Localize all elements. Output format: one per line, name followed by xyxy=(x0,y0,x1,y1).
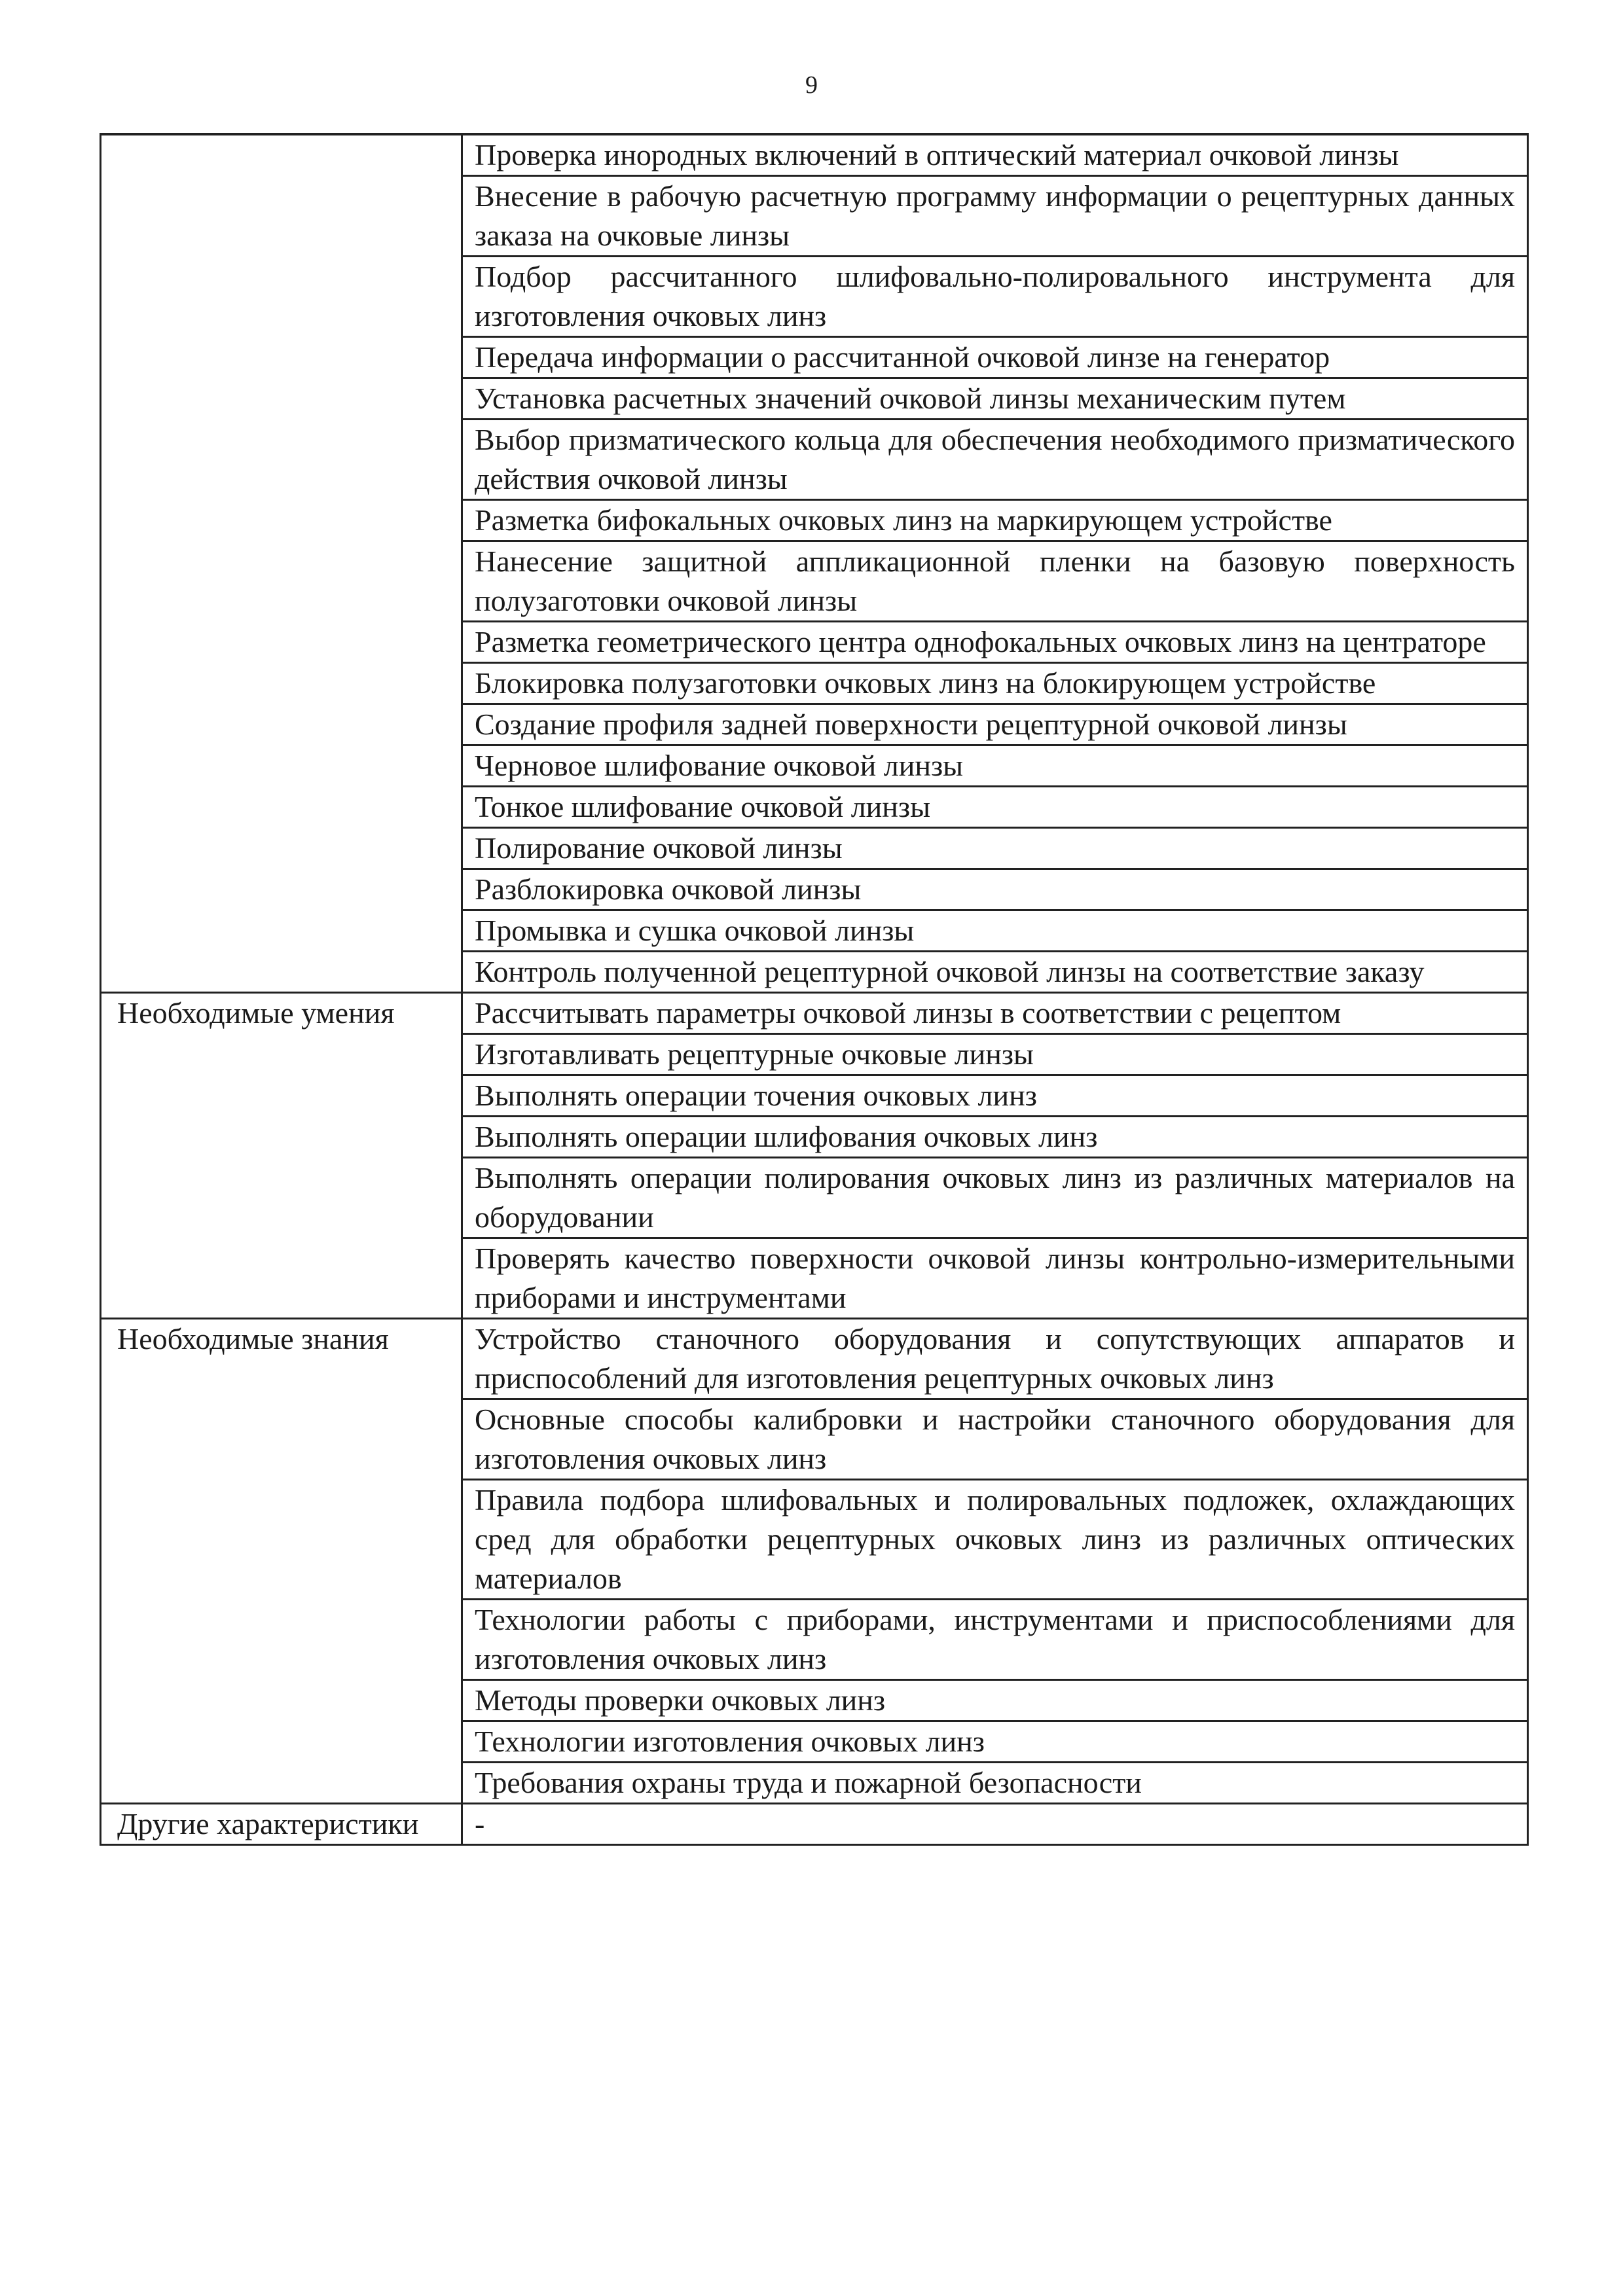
section-label: Другие характеристики xyxy=(117,1807,419,1840)
item-cell: Устройство станочного оборудования и сопутствующих аппаратов и приспособлений для изготовления рецептурных очковых линз xyxy=(462,1319,1528,1399)
item-cell: Внесение в рабочую расчетную программу информации о рецептурных данных заказа на очковые линзы xyxy=(462,176,1528,257)
item-cell: Выбор призматического кольца для обеспечения необходимого призматического действия очковой линзы xyxy=(462,420,1528,500)
item-cell: Промывка и сушка очковой линзы xyxy=(462,910,1528,952)
table-row xyxy=(101,1319,1528,1399)
item-cell: Технологии работы с приборами, инструментами и приспособлениями для изготовления очковых линз xyxy=(462,1600,1528,1680)
section-label-cell xyxy=(101,134,462,993)
item-cell: Основные способы калибровки и настройки станочного оборудования для изготовления очковых линз xyxy=(462,1399,1528,1480)
item-cell: Проверять качество поверхности очковой линзы контрольно-измерительными приборами и инструментами xyxy=(462,1238,1528,1319)
item-cell: Полирование очковой линзы xyxy=(462,828,1528,869)
item-cell: Выполнять операции шлифования очковых линз xyxy=(462,1117,1528,1158)
section-label-cell xyxy=(101,1804,462,1845)
item-cell: Нанесение защитной аппликационной пленки на базовую поверхность полузаготовки очковой линзы xyxy=(462,541,1528,622)
item-cell: Подбор рассчитанного шлифовально-полировального инструмента для изготовления очковых линз xyxy=(462,257,1528,337)
item-cell: Черновое шлифование очковой линзы xyxy=(462,745,1528,787)
item-cell: Методы проверки очковых линз xyxy=(462,1680,1528,1721)
section-label: Необходимые умения xyxy=(117,996,395,1030)
item-cell: Тонкое шлифование очковой линзы xyxy=(462,787,1528,828)
item-cell: Блокировка полузаготовки очковых линз на блокирующем устройстве xyxy=(462,663,1528,704)
item-cell: Разблокировка очковой линзы xyxy=(462,869,1528,910)
section-label-cell xyxy=(101,1319,462,1804)
item-cell: Установка расчетных значений очковой линзы механическим путем xyxy=(462,378,1528,420)
item-cell: Передача информации о рассчитанной очковой линзе на генератор xyxy=(462,337,1528,378)
item-cell: Требования охраны труда и пожарной безопасности xyxy=(462,1763,1528,1804)
table-row xyxy=(101,134,1528,176)
item-cell: Разметка бифокальных очковых линз на маркирующем устройстве xyxy=(462,500,1528,541)
section-label-cell xyxy=(101,993,462,1319)
item-cell: Рассчитывать параметры очковой линзы в соответствии с рецептом xyxy=(462,993,1528,1034)
item-cell: Выполнять операции полирования очковых линз из различных материалов на оборудовании xyxy=(462,1158,1528,1238)
item-cell: Правила подбора шлифовальных и полировальных подложек, охлаждающих сред для обработки рецептурных очковых линз из различных оптических материалов xyxy=(462,1480,1528,1600)
table-row xyxy=(101,993,1528,1034)
item-cell: Контроль полученной рецептурной очковой линзы на соответствие заказу xyxy=(462,952,1528,993)
table-row xyxy=(101,1804,1528,1845)
item-cell: Создание профиля задней поверхности рецептурной очковой линзы xyxy=(462,704,1528,745)
page-number: 9 xyxy=(805,71,818,99)
item-cell: Технологии изготовления очковых линз xyxy=(462,1721,1528,1763)
competency-table xyxy=(100,133,1529,1846)
item-cell: Проверка инородных включений в оптический материал очковой линзы xyxy=(462,134,1528,176)
section-label: Необходимые знания xyxy=(117,1322,389,1355)
item-cell: - xyxy=(462,1804,1528,1845)
table-body xyxy=(101,134,1528,1845)
item-cell: Выполнять операции точения очковых линз xyxy=(462,1075,1528,1117)
item-cell: Разметка геометрического центра однофокальных очковых линз на центраторе xyxy=(462,622,1528,663)
item-cell: Изготавливать рецептурные очковые линзы xyxy=(462,1034,1528,1075)
